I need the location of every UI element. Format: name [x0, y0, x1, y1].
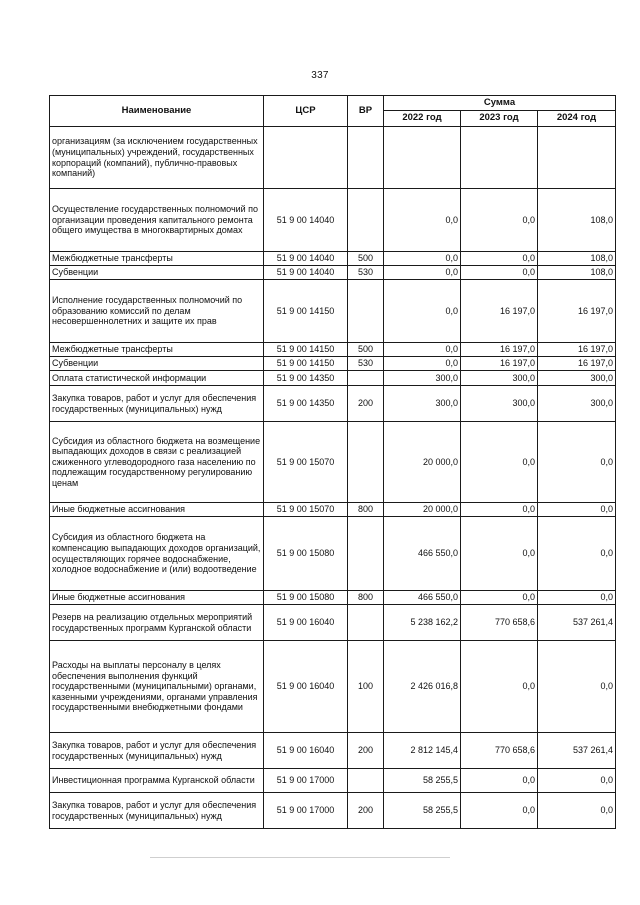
- cell-csr: 51 9 00 15070: [264, 422, 348, 503]
- cell-name: Иные бюджетные ассигнования: [50, 591, 264, 605]
- cell-name: Инвестиционная программа Курганской области: [50, 769, 264, 793]
- cell-2023: 0,0: [461, 641, 538, 733]
- table-row: [50, 517, 616, 591]
- cell-csr: 51 9 00 14150: [264, 357, 348, 371]
- cell-2023: 0,0: [461, 793, 538, 829]
- table-row: [50, 343, 616, 357]
- cell-name: Расходы на выплаты персоналу в целях обеспечения выполнения функций государственными (муниципальными) органами, казенными учреждениями, органами управления государственными внебюджетными фондами: [50, 641, 264, 733]
- header-year-2022: 2022 год: [384, 111, 461, 127]
- cell-csr: 51 9 00 15080: [264, 517, 348, 591]
- cell-2022: 300,0: [384, 371, 461, 386]
- cell-2022: 0,0: [384, 266, 461, 280]
- cell-csr: 51 9 00 16040: [264, 733, 348, 769]
- cell-2023: [461, 127, 538, 189]
- cell-2022: 20 000,0: [384, 422, 461, 503]
- cell-vr: 500: [348, 343, 384, 357]
- cell-2024: 300,0: [538, 371, 616, 386]
- cell-csr: 51 9 00 14150: [264, 343, 348, 357]
- cell-name: организациям (за исключением государственных (муниципальных) учреждений, государственных корпораций (компаний), публично-правовых компаний): [50, 127, 264, 189]
- cell-2024: 16 197,0: [538, 357, 616, 371]
- cell-vr: 100: [348, 641, 384, 733]
- cell-vr: [348, 280, 384, 343]
- cell-csr: 51 9 00 14040: [264, 189, 348, 252]
- table-row: [50, 422, 616, 503]
- cell-name: Закупка товаров, работ и услуг для обеспечения государственных (муниципальных) нужд: [50, 733, 264, 769]
- cell-csr: 51 9 00 17000: [264, 769, 348, 793]
- cell-2023: 0,0: [461, 266, 538, 280]
- cell-vr: [348, 769, 384, 793]
- page-number: 337: [311, 70, 329, 81]
- budget-table: [49, 95, 616, 829]
- cell-2022: 0,0: [384, 252, 461, 266]
- cell-vr: [348, 371, 384, 386]
- cell-csr: 51 9 00 17000: [264, 793, 348, 829]
- cell-csr: 51 9 00 14350: [264, 386, 348, 422]
- cell-2024: 16 197,0: [538, 343, 616, 357]
- cell-2022: 2 426 016,8: [384, 641, 461, 733]
- cell-2023: 16 197,0: [461, 343, 538, 357]
- cell-vr: [348, 422, 384, 503]
- cell-2022: 0,0: [384, 357, 461, 371]
- cell-vr: 200: [348, 386, 384, 422]
- cell-vr: [348, 517, 384, 591]
- cell-vr: [348, 127, 384, 189]
- cell-2023: 16 197,0: [461, 280, 538, 343]
- cell-csr: 51 9 00 14150: [264, 280, 348, 343]
- cell-2023: 0,0: [461, 591, 538, 605]
- cell-name: Межбюджетные трансферты: [50, 252, 264, 266]
- cell-csr: 51 9 00 16040: [264, 605, 348, 641]
- table-row: [50, 503, 616, 517]
- table-row: [50, 641, 616, 733]
- header-name: Наименование: [50, 96, 264, 127]
- table-row: [50, 793, 616, 829]
- cell-csr: 51 9 00 14040: [264, 252, 348, 266]
- table-row: [50, 371, 616, 386]
- header-csr: ЦСР: [264, 96, 348, 127]
- cell-name: Резерв на реализацию отдельных мероприятий государственных программ Курганской области: [50, 605, 264, 641]
- cell-2024: 0,0: [538, 769, 616, 793]
- cell-2024: 537 261,4: [538, 733, 616, 769]
- cell-vr: 800: [348, 503, 384, 517]
- cell-2023: 770 658,6: [461, 733, 538, 769]
- cell-2023: 0,0: [461, 422, 538, 503]
- cell-2024: 108,0: [538, 189, 616, 252]
- cell-csr: 51 9 00 14040: [264, 266, 348, 280]
- cell-2022: [384, 127, 461, 189]
- cell-2022: 466 550,0: [384, 591, 461, 605]
- cell-name: Субвенции: [50, 266, 264, 280]
- table-row: [50, 357, 616, 371]
- header-year-2023: 2023 год: [461, 111, 538, 127]
- table-body: [50, 127, 616, 829]
- cell-name: Субсидия из областного бюджета на компенсацию выпадающих доходов организаций, осуществляющих горячее водоснабжение, холодное водоснабжение и (или) водоотведение: [50, 517, 264, 591]
- cell-2024: 537 261,4: [538, 605, 616, 641]
- cell-vr: [348, 189, 384, 252]
- table-row: [50, 266, 616, 280]
- cell-2022: 58 255,5: [384, 793, 461, 829]
- cell-2023: 0,0: [461, 769, 538, 793]
- cell-vr: 500: [348, 252, 384, 266]
- cell-2024: 0,0: [538, 591, 616, 605]
- cell-name: Иные бюджетные ассигнования: [50, 503, 264, 517]
- cell-name: Межбюджетные трансферты: [50, 343, 264, 357]
- cell-vr: 200: [348, 733, 384, 769]
- cell-vr: 530: [348, 357, 384, 371]
- cell-vr: 200: [348, 793, 384, 829]
- cell-name: Закупка товаров, работ и услуг для обеспечения государственных (муниципальных) нужд: [50, 793, 264, 829]
- cell-2024: 108,0: [538, 252, 616, 266]
- cell-2022: 2 812 145,4: [384, 733, 461, 769]
- header-vr: ВР: [348, 96, 384, 127]
- cell-name: Субсидия из областного бюджета на возмещение выпадающих доходов в связи с реализацией сжиженного углеводородного газа населению по подлежащим государственному регулированию ценам: [50, 422, 264, 503]
- table-row: [50, 127, 616, 189]
- cell-2023: 16 197,0: [461, 357, 538, 371]
- cell-csr: 51 9 00 14350: [264, 371, 348, 386]
- cell-2023: 300,0: [461, 386, 538, 422]
- table-row: [50, 252, 616, 266]
- cell-2024: 16 197,0: [538, 280, 616, 343]
- table-row: [50, 280, 616, 343]
- cell-2022: 0,0: [384, 280, 461, 343]
- cell-2023: 0,0: [461, 189, 538, 252]
- table-row: [50, 769, 616, 793]
- cell-csr: [264, 127, 348, 189]
- cell-csr: 51 9 00 16040: [264, 641, 348, 733]
- cell-name: Осуществление государственных полномочий по организации проведения капитального ремонта общего имущества в многоквартирных домах: [50, 189, 264, 252]
- cell-2024: [538, 127, 616, 189]
- cell-2024: 0,0: [538, 517, 616, 591]
- cell-csr: 51 9 00 15070: [264, 503, 348, 517]
- header-sum: Сумма: [384, 96, 616, 111]
- cell-2023: 0,0: [461, 517, 538, 591]
- cell-2024: 0,0: [538, 503, 616, 517]
- table-row: [50, 591, 616, 605]
- cell-2024: 0,0: [538, 793, 616, 829]
- cell-vr: 800: [348, 591, 384, 605]
- cell-2022: 466 550,0: [384, 517, 461, 591]
- cell-2024: 108,0: [538, 266, 616, 280]
- cell-2022: 0,0: [384, 189, 461, 252]
- table-row: [50, 733, 616, 769]
- cell-name: Оплата статистической информации: [50, 371, 264, 386]
- cell-name: Исполнение государственных полномочий по образованию комиссий по делам несовершеннолетних и защите их прав: [50, 280, 264, 343]
- cell-name: Закупка товаров, работ и услуг для обеспечения государственных (муниципальных) нужд: [50, 386, 264, 422]
- cell-2022: 58 255,5: [384, 769, 461, 793]
- table-row: [50, 605, 616, 641]
- cell-2023: 770 658,6: [461, 605, 538, 641]
- cell-2023: 0,0: [461, 252, 538, 266]
- cell-2022: 5 238 162,2: [384, 605, 461, 641]
- cell-2022: 20 000,0: [384, 503, 461, 517]
- cell-2023: 300,0: [461, 371, 538, 386]
- header-year-2024: 2024 год: [538, 111, 616, 127]
- cell-vr: 530: [348, 266, 384, 280]
- cell-2024: 0,0: [538, 641, 616, 733]
- cell-csr: 51 9 00 15080: [264, 591, 348, 605]
- scan-line: [150, 857, 450, 858]
- cell-2022: 300,0: [384, 386, 461, 422]
- cell-2023: 0,0: [461, 503, 538, 517]
- cell-vr: [348, 605, 384, 641]
- table-row: [50, 189, 616, 252]
- cell-2024: 300,0: [538, 386, 616, 422]
- cell-name: Субвенции: [50, 357, 264, 371]
- table-row: [50, 386, 616, 422]
- cell-2022: 0,0: [384, 343, 461, 357]
- cell-2024: 0,0: [538, 422, 616, 503]
